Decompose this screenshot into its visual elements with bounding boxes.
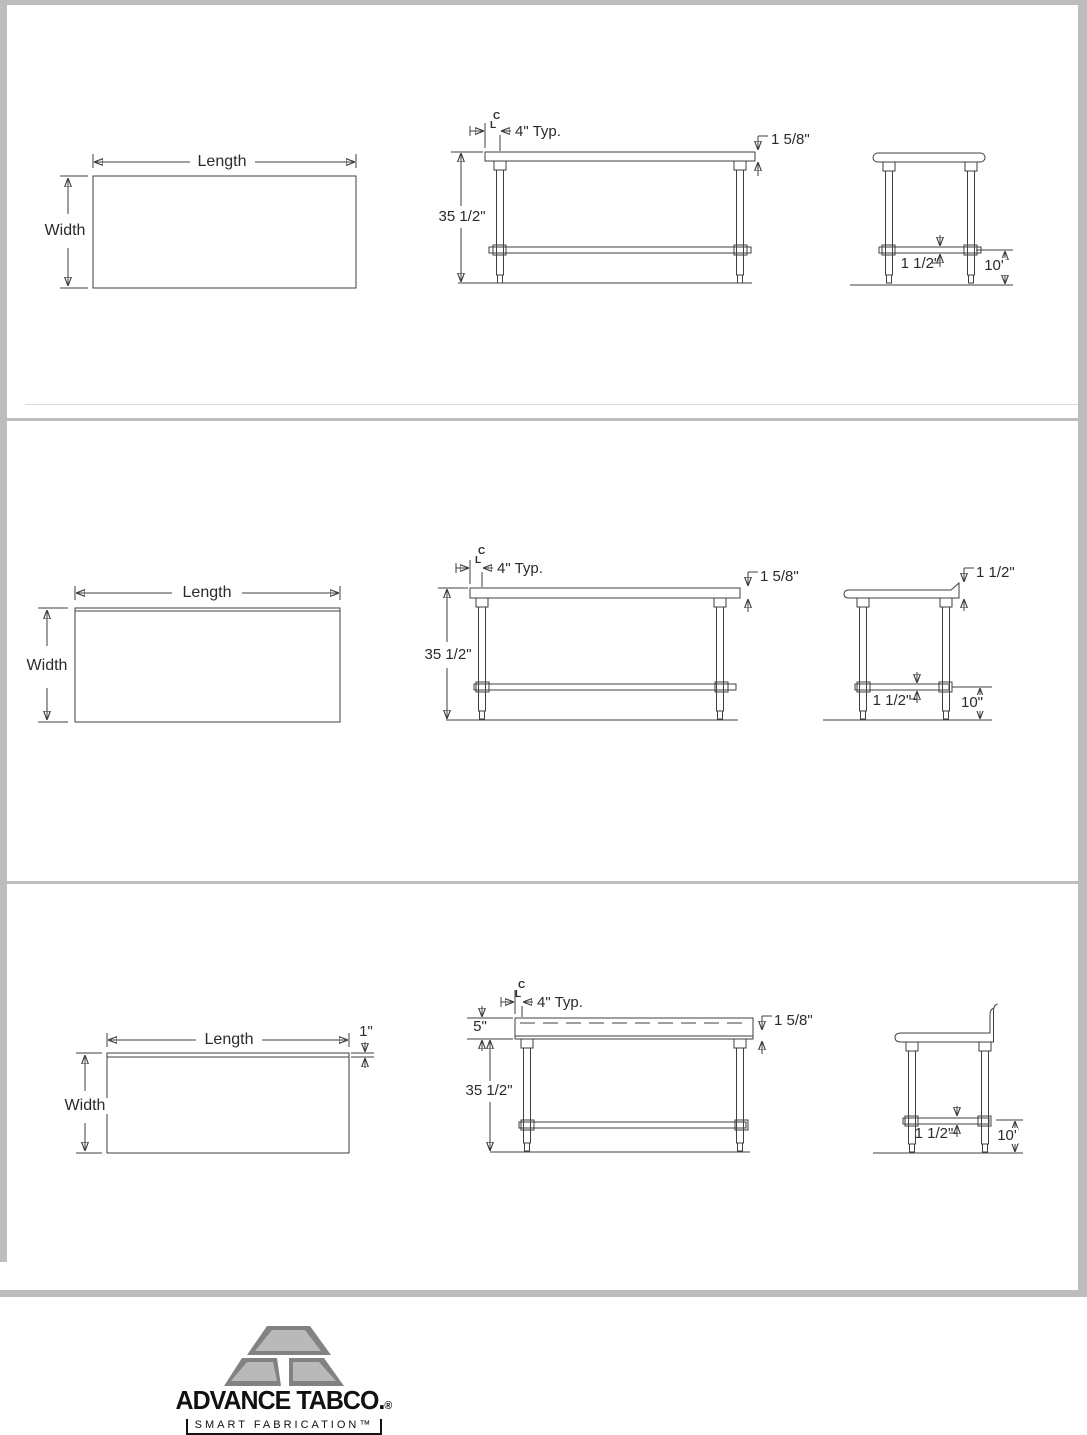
row1-top-thickness-dim: 1 5/8" <box>771 131 810 148</box>
row2-top-thickness-dim: 1 5/8" <box>760 568 799 585</box>
row2-centerline-symbol: C L <box>475 546 486 566</box>
logo-brand-text: ADVANCE TABCO.® <box>175 1385 393 1415</box>
row3-top-thickness-dim: 1 5/8" <box>774 1012 813 1029</box>
row2-shelf-height-dim: 10" <box>960 694 984 711</box>
row3-splash-depth-dim: 1" <box>359 1023 373 1040</box>
row2-rear-upturn-dim: 1 1/2" <box>976 564 1015 581</box>
row1-width-label: Width <box>44 222 86 239</box>
row2-front-drawing <box>438 560 758 720</box>
row1-height-dim: 35 1/2" <box>438 208 486 225</box>
row3-centerline-symbol: C L <box>515 980 526 1000</box>
row3-front-drawing <box>467 990 772 1152</box>
row1-leg-inset-dim: 4" Typ. <box>515 123 561 140</box>
row1-shelf-thickness-dim: 1 1/2" <box>900 255 940 272</box>
row1-shelf-height-dim: 10' <box>984 257 1004 274</box>
row3-splash-height-dim: 5" <box>473 1018 487 1035</box>
row3-plan-drawing <box>76 1033 374 1153</box>
row2-plan-drawing <box>38 586 340 722</box>
logo-tagline: SMART FABRICATION™ <box>186 1419 383 1435</box>
row1-front-drawing <box>451 123 768 283</box>
row1-centerline-symbol: C L <box>490 111 501 131</box>
row3-shelf-thickness-dim: 1 1/2" <box>914 1125 954 1142</box>
row3-length-label: Length <box>204 1031 254 1048</box>
row2-leg-inset-dim: 4" Typ. <box>497 560 543 577</box>
row3-height-dim: 35 1/2" <box>465 1082 513 1099</box>
row2-length-label: Length <box>182 584 232 601</box>
row3-width-label: Width <box>64 1097 106 1114</box>
row2-height-dim: 35 1/2" <box>424 646 472 663</box>
logo-trapezoid-mark <box>224 1326 344 1386</box>
row1-length-label: Length <box>197 153 247 170</box>
row3-leg-inset-dim: 4" Typ. <box>537 994 583 1011</box>
row2-shelf-thickness-dim: 1 1/2" <box>872 692 912 709</box>
row1-plan-drawing <box>60 154 356 288</box>
advance-tabco-logo <box>168 1326 400 1435</box>
registered-trademark-symbol: ® <box>384 1400 393 1412</box>
row2-width-label: Width <box>26 657 68 674</box>
row3-shelf-height-dim: 10' <box>997 1127 1017 1144</box>
